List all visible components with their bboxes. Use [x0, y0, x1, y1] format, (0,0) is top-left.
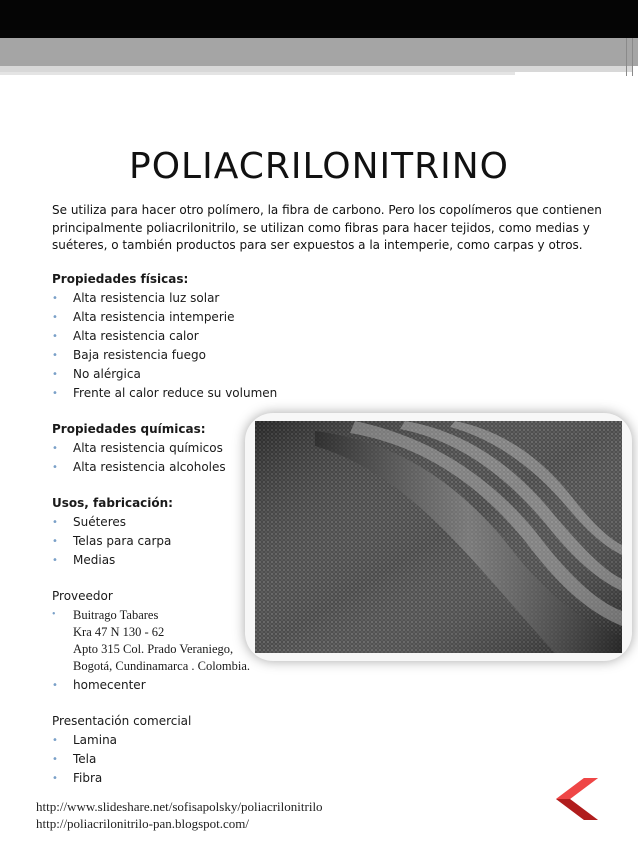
supplier-name: Buitrago Tabares	[73, 608, 159, 622]
light-grey-substrip	[0, 72, 515, 75]
list-item: • Alta resistencia químicos	[52, 439, 372, 458]
supplier-address-line: Bogotá, Cundinamarca . Colombia.	[73, 659, 251, 673]
list-item: • Tela	[52, 750, 372, 769]
list-item: • Fibra	[52, 769, 372, 788]
section-title-presentation: Presentación comercial	[52, 714, 192, 728]
section-title-uses: Usos, fabricación:	[52, 496, 173, 510]
list-item: • homecenter	[52, 676, 372, 695]
list-item: • Alta resistencia calor	[52, 327, 372, 346]
list-item: • No alérgica	[52, 365, 372, 384]
supplier-address-line: Kra 47 N 130 - 62	[73, 625, 165, 639]
carbon-fiber-fabric-photo	[245, 413, 632, 661]
list-item: • Frente al calor reduce su volumen	[52, 384, 372, 403]
reference-links	[36, 798, 323, 832]
section-title-chemical: Propiedades químicas:	[52, 422, 206, 436]
section-title-supplier: Proveedor	[52, 589, 113, 603]
list-item: • Medias	[52, 551, 372, 570]
reference-link[interactable]: http://www.slideshare.net/sofisapolsky/poliacrilonitrilo	[36, 799, 323, 814]
list-item: • Telas para carpa	[52, 532, 372, 551]
list-item: • Alta resistencia intemperie	[52, 308, 372, 327]
reference-link[interactable]: http://poliacrilonitrilo-pan.blogspot.com/	[36, 816, 250, 831]
section-title-physical: Propiedades físicas:	[52, 272, 189, 286]
list-item: • Suéteres	[52, 513, 372, 532]
supplier-address-line: Apto 315 Col. Prado Veraniego,	[73, 642, 234, 656]
page-title: POLIACRILONITRINO	[128, 146, 510, 187]
grey-header-band	[0, 38, 638, 66]
top-black-bar	[0, 0, 638, 38]
presentation-list	[52, 731, 372, 788]
list-item: • Alta resistencia luz solar	[52, 289, 372, 308]
intro-paragraph: Se utiliza para hacer otro polímero, la fibra de carbono. Pero los copolímeros que contienen principalmente poliacrilonitrilo, se utilizan como fibras para hacer tejidos, como medias y suéteres, o también productos para ser expuestos a la intemperie, como carpas y otros.	[52, 203, 602, 252]
fabric-illustration	[255, 421, 622, 653]
list-item: • Lamina	[52, 731, 372, 750]
list-item: • Alta resistencia alcoholes	[52, 458, 372, 477]
header-divider	[626, 38, 627, 76]
header-divider	[632, 38, 633, 76]
back-arrow-icon[interactable]	[554, 774, 604, 824]
physical-properties-list	[52, 289, 372, 403]
list-item: • Baja resistencia fuego	[52, 346, 372, 365]
